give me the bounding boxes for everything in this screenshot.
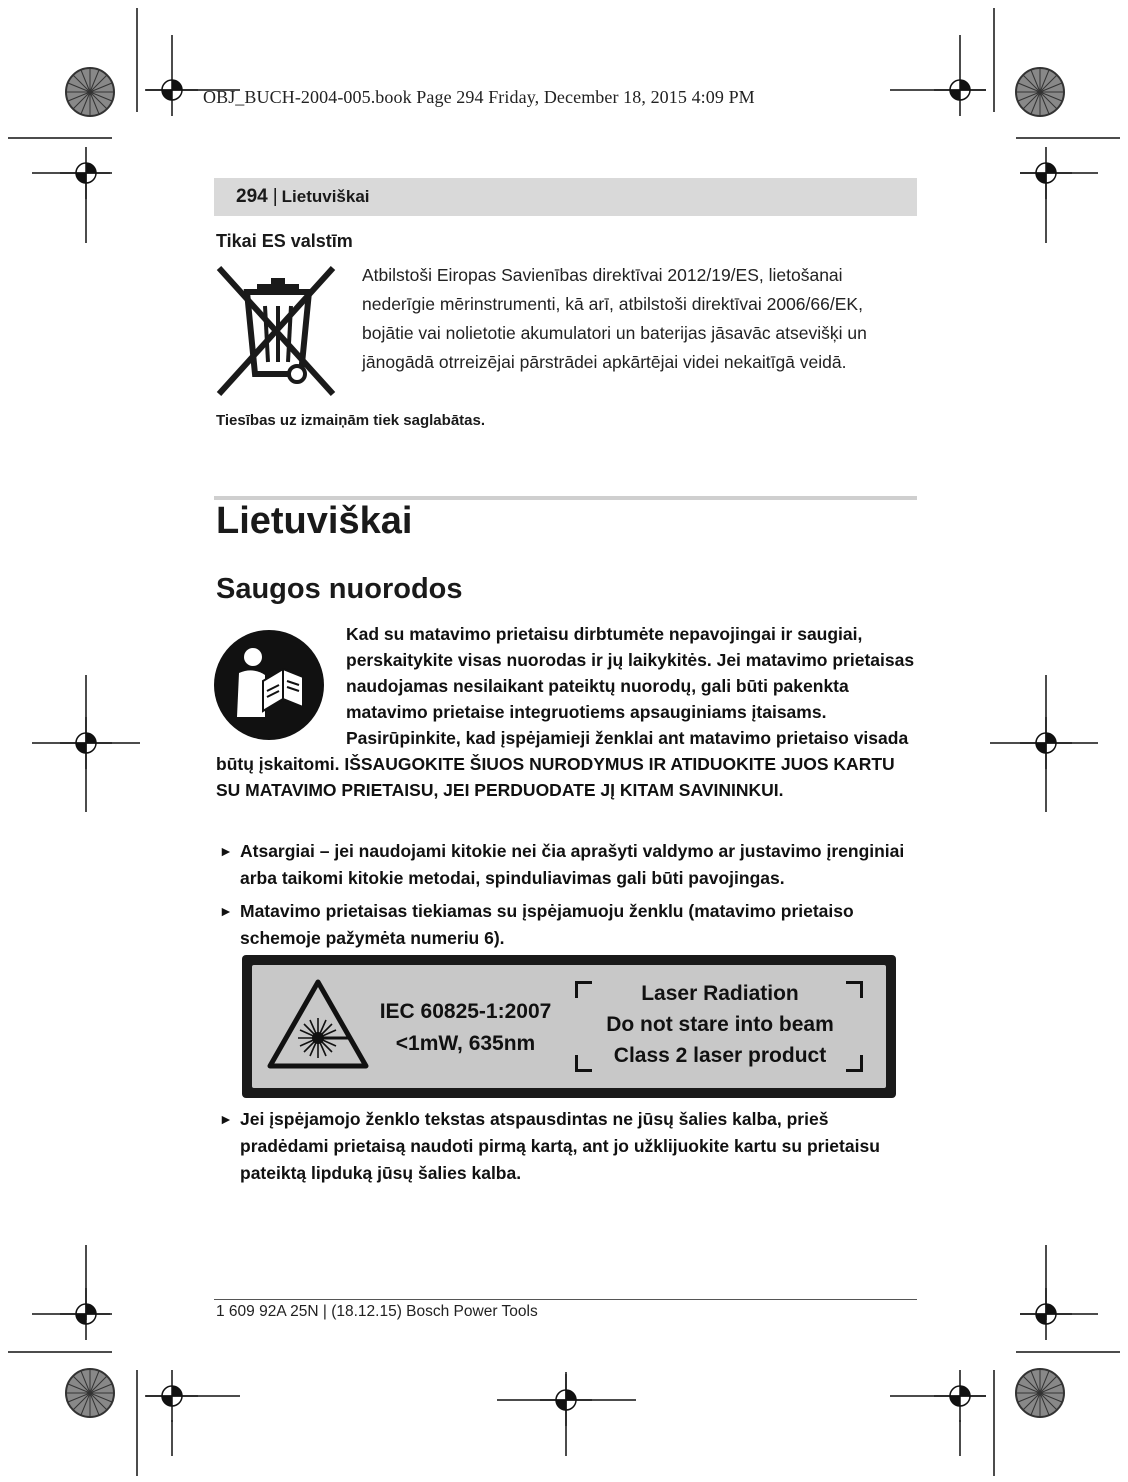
bullet-list [216, 1106, 916, 1193]
header-language: Lietuviškai [281, 187, 370, 206]
laser-standard: IEC 60825-1:2007 [379, 1000, 552, 1023]
laser-power: <1mW, 635nm [395, 1032, 536, 1055]
safety-instructions [216, 621, 916, 803]
page-number: 294 [236, 186, 268, 207]
safety-text: Kad su matavimo prietaisu dirbtumėte nepavojingai ir saugiai, perskaitykite visas nuorodas ir jų laikykitės. Jei matavimo prietaisas naudojamas nesilaikant pateiktų nuorodų, gali būti pakenkta matavimo prietaise integruotiems apsauginiams įtaisams. Pasirūpinkite, kad įspėjamieji ženklai ant matavimo prietaiso visada būtų įskaitomi. IŠSAUGOKITE ŠIUOS NURODYMUS IR ATIDUOKITE JUOS KARTU SU MATAVIMO PRIETAISU, JEI PERDUODATE JĮ KITAM SAVININKUI. [216, 624, 915, 800]
bullet-text: Matavimo prietaisas tiekiamas su įspėjamuoju ženklu (matavimo prietaiso schemoje pažymėta numeriu 6). [240, 901, 854, 948]
bullet-text: Atsargiai – jei naudojami kitokie nei čia aprašyti valdymo ar justavimo įrenginiai arba taikomi kitokie metodai, spinduliavimas gali būti pavojingas. [240, 841, 905, 888]
bullet-triangle-icon: ► [219, 1111, 233, 1127]
section-subtitle: Saugos nuorodos [216, 573, 463, 605]
laser-line-3: Class 2 laser product [613, 1044, 827, 1067]
footer-divider [214, 1299, 917, 1300]
color-target-icon [1016, 1369, 1064, 1417]
bullet-triangle-icon: ► [219, 903, 233, 919]
laser-spec [378, 996, 553, 1060]
header-separator: | [272, 186, 278, 207]
crossed-out-wheelie-bin-icon [213, 262, 341, 400]
rights-reserved-note: Tiesības uz izmaiņām tiek saglabātas. [216, 412, 486, 429]
laser-warning-text [598, 978, 842, 1071]
bullet-triangle-icon: ► [219, 843, 233, 859]
page-header [214, 178, 917, 216]
laser-line-2: Do not stare into beam [606, 1013, 834, 1036]
bullet-text: Jei įspėjamojo ženklo tekstas atspausdintas ne jūsų šalies kalba, prieš pradėdami prietaisą naudoti pirmą kartą, ant jo užklijuokite kartu su prietaisu pateiktą lipduką jūsų šalies kalba. [240, 1109, 880, 1183]
eu-section-title: Tikai ES valstīm [216, 231, 353, 251]
color-target-icon [66, 68, 114, 116]
laser-warning-icon [266, 978, 370, 1072]
laser-line-1: Laser Radiation [641, 982, 799, 1005]
eu-disposal-text: Atbilstoši Eiropas Savienības direktīvai 2012/19/ES, lietošanai nederīgie mērinstrumenti, kā arī, atbilstoši direktīvai 2006/66/EK, bojātie vai nolietotie akumulatori un baterijas jāsavāc atsevišķi un jānogādā otrreizējai pārstrādei apkārtējai videi nekaitīgā veidā. [362, 265, 867, 372]
book-info-line: OBJ_BUCH-2004-005.book Page 294 Friday, December 18, 2015 4:09 PM [203, 87, 755, 107]
color-target-icon [1016, 68, 1064, 116]
list-item [216, 898, 916, 952]
list-item [216, 1106, 916, 1187]
list-item [216, 838, 916, 892]
section-title: Lietuviškai [216, 500, 413, 542]
color-target-icon [66, 1369, 114, 1417]
bullet-list [216, 838, 916, 958]
page-footer: 1 609 92A 25N | (18.12.15) Bosch Power Tools [216, 1303, 538, 1320]
